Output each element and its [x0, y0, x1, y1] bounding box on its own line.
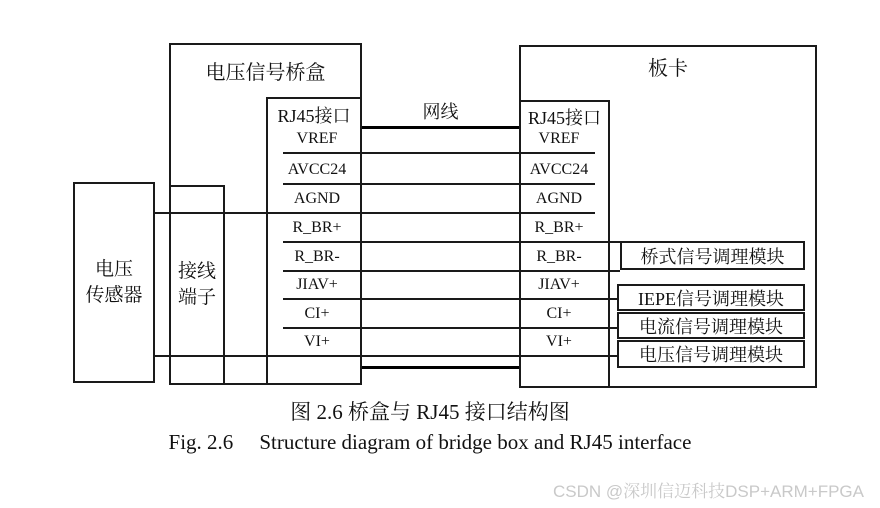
signal-label-left: JIAV+ [296, 276, 338, 293]
voltage-sensor-box [73, 182, 155, 383]
signal-wire-vref [283, 152, 595, 154]
module-iepe-signal: IEPE信号调理模块 [617, 284, 805, 311]
module-current-signal: 电流信号调理模块 [617, 312, 805, 339]
signal-label-right: AGND [535, 190, 583, 207]
signal-label-left: AGND [293, 190, 341, 207]
signal-wire-rbr-plus [283, 241, 620, 243]
network-cable-line-bottom [362, 366, 519, 369]
signal-label-left: AVCC24 [287, 161, 347, 178]
figure-caption-english-number: Fig. 2.6 [168, 430, 234, 454]
voltage-sensor-label [75, 184, 153, 381]
voltage-sensor-label-line2: 传感器 [85, 284, 143, 306]
csdn-watermark: CSDN @深圳信迈科技DSP+ARM+FPGA [552, 482, 864, 501]
figure-caption-english [0, 430, 860, 455]
network-cable-label: 网线 [422, 102, 459, 122]
signal-label-right: R_BR+ [534, 219, 584, 236]
rj45-right-label: RJ45接口 [527, 108, 601, 128]
signal-wire-vi [155, 355, 618, 357]
module-bridge-signal: 桥式信号调理模块 [620, 241, 805, 270]
voltage-sensor-label-line1: 电压 [94, 258, 133, 280]
signal-label-right: CI+ [546, 305, 572, 322]
rj45-left-label: RJ45接口 [277, 106, 351, 126]
bridge-box-title: 电压信号桥盒 [205, 62, 326, 84]
figure-caption-english-text: Structure diagram of bridge box and RJ45 interface [259, 430, 692, 454]
signal-label-left: R_BR- [294, 248, 340, 265]
terminal-block-label-line2: 端子 [177, 287, 216, 308]
signal-label-right: R_BR- [536, 248, 582, 265]
signal-label-right: JIAV+ [538, 276, 580, 293]
signal-wire-avcc24 [283, 183, 595, 185]
module-voltage-signal: 电压信号调理模块 [617, 340, 805, 368]
figure-caption-chinese: 图 2.6 桥盒与 RJ45 接口结构图 [290, 400, 570, 424]
terminal-block-label [171, 187, 223, 383]
signal-wire-rbr-minus [283, 270, 620, 272]
signal-label-left: VREF [296, 130, 338, 147]
signal-wire-jiav [283, 298, 618, 300]
terminal-block-label-line1: 接线 [177, 261, 216, 282]
signal-label-right: VREF [538, 130, 580, 147]
signal-label-right: AVCC24 [529, 161, 589, 178]
signal-label-right: VI+ [546, 333, 572, 350]
network-cable-line-top [362, 126, 519, 129]
board-box-title: 板卡 [648, 58, 688, 80]
signal-label-left: CI+ [304, 305, 330, 322]
signal-wire-agnd [155, 212, 595, 214]
signal-label-left: VI+ [304, 333, 330, 350]
signal-label-left: R_BR+ [292, 219, 342, 236]
signal-wire-ci [283, 327, 618, 329]
